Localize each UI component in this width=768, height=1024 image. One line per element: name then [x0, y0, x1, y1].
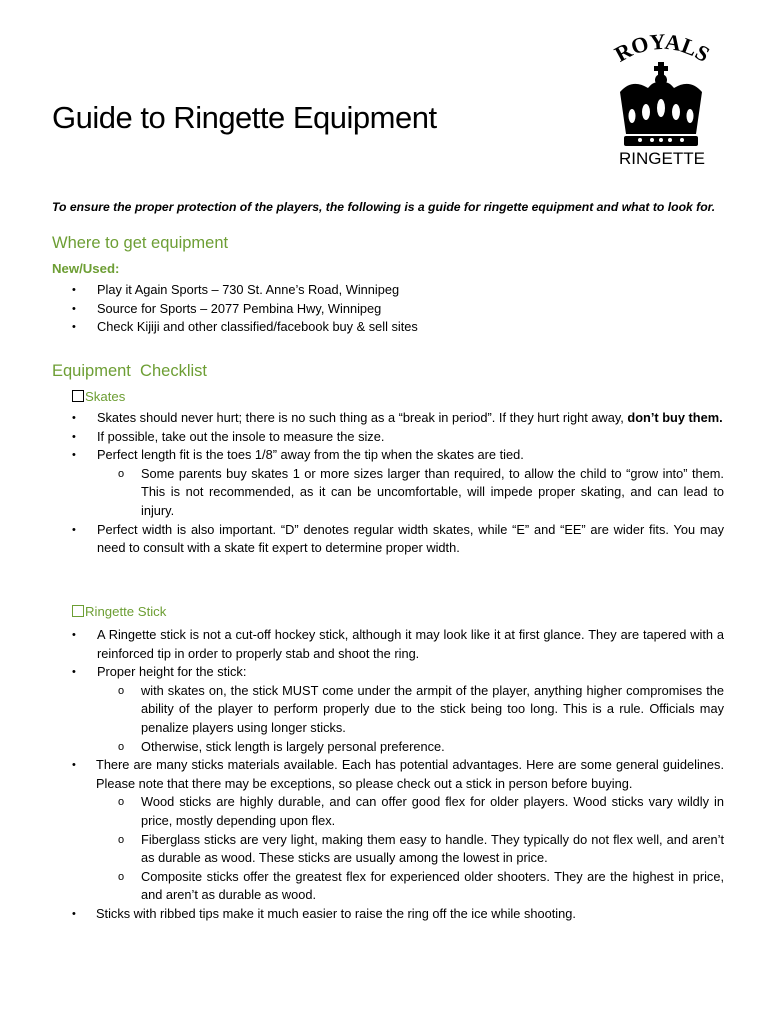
stick-list — [52, 626, 724, 924]
store-1: Play it Again Sports – 730 St. Anne’s Road, Winnipeg — [97, 282, 400, 297]
sub-list-item: o Wood sticks are highly durable, and can offer good flex for older players. Wood sticks vary wildly in price, mostly depending upon flex. — [118, 794, 724, 828]
page-title: Guide to Ringette Equipment — [52, 100, 437, 135]
logo-bottom-text: RINGETTE — [619, 149, 705, 168]
skates-checkbox[interactable] — [72, 390, 84, 402]
sub-list-item: o Fiberglass sticks are very light, making them easy to handle. They typically do not flex well, and aren’t as durable as wood. These sticks are usually among the lowest in price. — [118, 831, 724, 866]
intro-text: To ensure the proper protection of the players, the following is a guide for ringette equipment and what to look for. — [52, 200, 716, 214]
list-item: • Perfect length fit is the toes 1/8” away from the tip when the skates are tied. — [72, 447, 524, 463]
warning-text: don’t buy them. — [627, 410, 723, 425]
list-item: • Source for Sports – 2077 Pembina Hwy, Winnipeg — [72, 300, 382, 316]
new-used-subheading: New/Used: — [52, 261, 120, 276]
sub-list-item: o Otherwise, stick length is largely personal preference. — [118, 738, 445, 754]
list-item: • Skates should never hurt; there is no such thing as a “break in period”. If they hurt right away, don’t buy them. — [72, 410, 723, 425]
list-item: • There are many sticks materials available. Each has potential advantages. Here are some general guidelines. Please note that there may be exceptions, so please check out a stick in person before buying. — [72, 757, 724, 791]
skates-checkbox-label: Skates — [72, 389, 125, 404]
store-3: Check Kijiji and other classified/facebook buy & sell sites — [97, 319, 418, 335]
where-list — [52, 281, 724, 337]
list-item: • Sticks with ribbed tips make it much easier to raise the ring off the ice while shooting. — [72, 905, 576, 921]
list-item: • A Ringette stick is not a cut-off hockey stick, although it may look like it at first glance. They are tapered with a reinforced tip in order to properly stab and shoot the ring. — [72, 627, 724, 661]
sub-list-item: o with skates on, the stick MUST come under the armpit of the player, anything higher compromises the ability of the player to perform properly due to the stick being too long. This is a rule. Officials may penalize players using longer sticks. — [118, 682, 724, 735]
store-2: Source for Sports – 2077 Pembina Hwy, Winnipeg — [97, 300, 382, 316]
list-item: • Proper height for the stick: — [72, 664, 247, 680]
logo-top-text: ROYALS — [610, 30, 715, 67]
skates-list — [52, 409, 724, 558]
royals-ringette-logo — [600, 30, 724, 170]
list-item: • If possible, take out the insole to measure the size. — [72, 428, 385, 444]
list-item: • Play it Again Sports – 730 St. Anne’s Road, Winnipeg — [72, 282, 400, 297]
sub-list-item: o Some parents buy skates 1 or more sizes larger than required, to allow the child to “grow into” them. This is not recommended, as it can be uncomfortable, will impede proper skating, and can lead to injury. — [118, 465, 724, 518]
list-item: • Check Kijiji and other classified/facebook buy & sell sites — [72, 319, 418, 335]
checklist-heading: Equipment Checklist — [52, 362, 207, 380]
stick-checkbox-label: Ringette Stick — [72, 604, 166, 619]
crown-icon — [600, 30, 724, 170]
where-heading: Where to get equipment — [52, 234, 229, 252]
stick-checkbox[interactable] — [72, 605, 84, 617]
svg-text:ROYALS — [610, 30, 714, 67]
list-item: • Perfect width is also important. “D” denotes regular width skates, while “E” and “EE” are wider fits. You may need to consult with a skate fit expert to determine proper width. — [72, 521, 724, 556]
sub-list-item: o Composite sticks offer the greatest flex for experienced older shooters. They are the highest in price, and aren’t as durable as wood. — [118, 868, 724, 903]
